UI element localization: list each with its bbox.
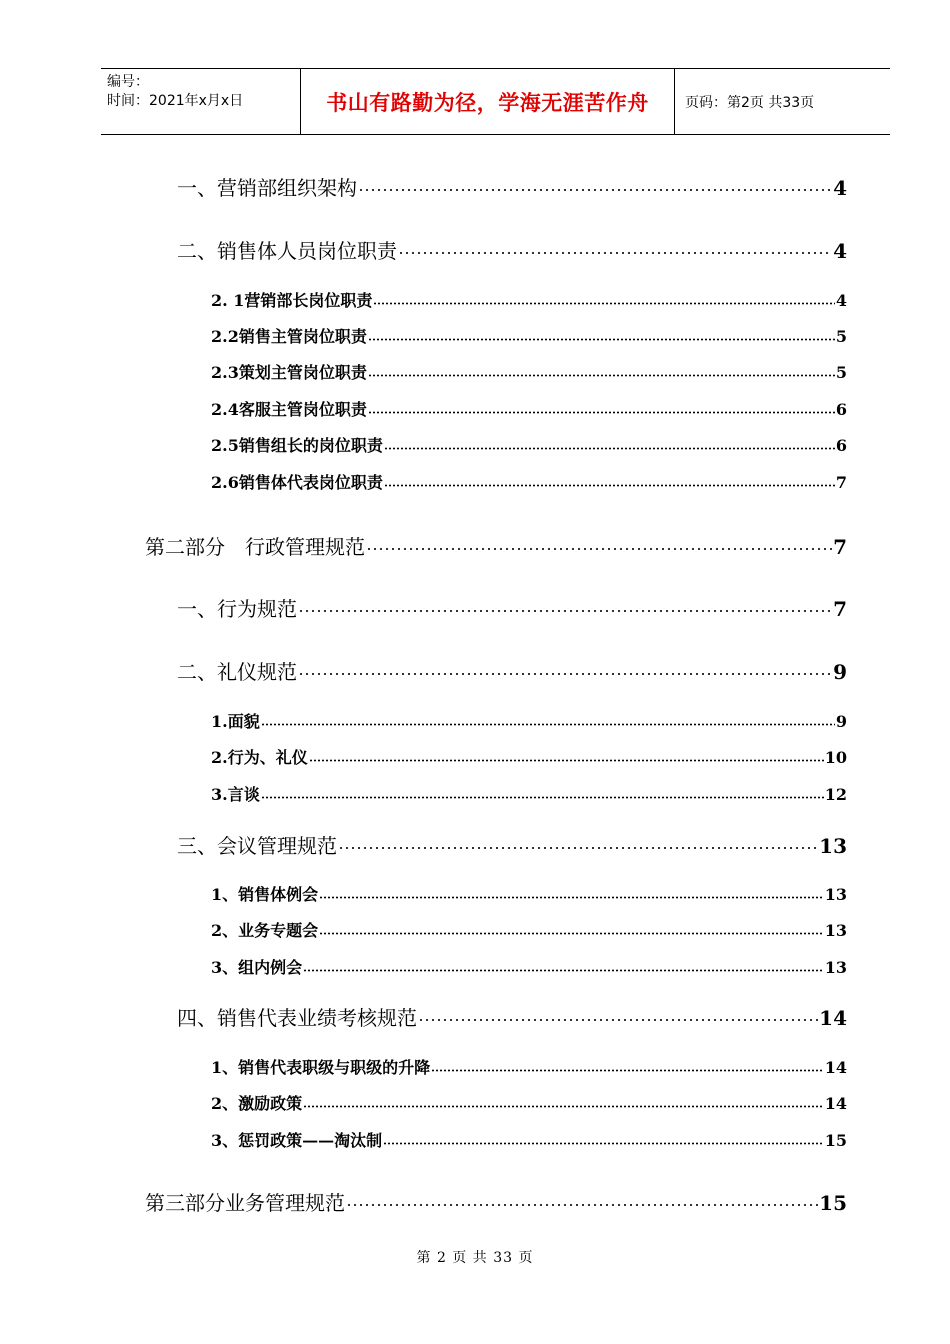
toc-entry[interactable] bbox=[211, 882, 847, 904]
toc-page: 9 bbox=[835, 712, 847, 731]
toc-label: 一、行为规范 bbox=[177, 597, 297, 621]
toc-leader bbox=[398, 250, 832, 256]
toc-label: 2.5销售组长的岗位职责 bbox=[211, 436, 383, 455]
toc-label: 四、销售代表业绩考核规范 bbox=[177, 1006, 417, 1030]
time-label: 时间：2021年x月x日 bbox=[107, 93, 244, 109]
number-label: 编号： bbox=[107, 74, 149, 90]
toc-leader bbox=[319, 895, 824, 900]
toc-label: 2、业务专题会 bbox=[211, 921, 319, 940]
toc-leader bbox=[303, 968, 824, 973]
page-footer: 第 2 页 共 33 页 bbox=[416, 1250, 534, 1266]
toc-label: 1、销售代表职级与职级的升降 bbox=[211, 1058, 431, 1077]
toc-leader bbox=[383, 1141, 824, 1146]
toc-page: 14 bbox=[819, 1006, 847, 1030]
toc-entry[interactable] bbox=[211, 918, 847, 940]
toc-page: 4 bbox=[833, 176, 847, 200]
toc-leader bbox=[319, 931, 824, 936]
toc-leader bbox=[384, 483, 835, 488]
toc-label: 1、销售体例会 bbox=[211, 885, 319, 904]
toc-entry[interactable] bbox=[211, 1128, 847, 1150]
toc-label: 第三部分业务管理规范 bbox=[145, 1191, 345, 1215]
toc-page: 7 bbox=[835, 473, 847, 492]
toc-leader bbox=[368, 337, 835, 342]
toc-page: 6 bbox=[835, 400, 847, 419]
toc-label: 3、组内例会 bbox=[211, 958, 303, 977]
toc-page: 9 bbox=[833, 660, 847, 684]
toc-entry[interactable] bbox=[211, 709, 847, 731]
toc-page: 4 bbox=[833, 239, 847, 263]
toc-leader bbox=[418, 1017, 818, 1023]
toc-leader bbox=[366, 546, 832, 552]
toc-leader bbox=[431, 1068, 824, 1073]
toc-label: 2.3策划主管岗位职责 bbox=[211, 363, 367, 382]
header-meta bbox=[101, 69, 301, 134]
toc-entry[interactable] bbox=[211, 1091, 847, 1113]
toc-entry[interactable] bbox=[177, 593, 847, 619]
toc-leader bbox=[338, 845, 818, 851]
toc-entry[interactable] bbox=[211, 360, 847, 382]
toc-page: 14 bbox=[824, 1094, 847, 1113]
toc-page: 5 bbox=[835, 327, 847, 346]
toc-label: 二、销售体人员岗位职责 bbox=[177, 239, 397, 263]
toc-leader bbox=[298, 671, 832, 677]
toc-page: 7 bbox=[833, 535, 847, 559]
toc-entry[interactable] bbox=[211, 1055, 847, 1077]
toc-leader bbox=[346, 1202, 818, 1208]
toc-page: 15 bbox=[824, 1131, 847, 1150]
toc-page: 13 bbox=[824, 958, 847, 977]
toc-label: 2.4客服主管岗位职责 bbox=[211, 400, 367, 419]
toc-page: 6 bbox=[835, 436, 847, 455]
toc-entry[interactable] bbox=[211, 324, 847, 346]
toc-page: 14 bbox=[824, 1058, 847, 1077]
toc-leader bbox=[261, 722, 835, 727]
toc-entry[interactable] bbox=[177, 172, 847, 198]
toc-leader bbox=[303, 1104, 824, 1109]
toc-page: 15 bbox=[819, 1191, 847, 1215]
toc-label: 2.行为、礼仪 bbox=[211, 748, 308, 767]
toc-page: 12 bbox=[824, 785, 847, 804]
toc-label: 2.2销售主管岗位职责 bbox=[211, 327, 367, 346]
toc-leader bbox=[261, 795, 824, 800]
toc-label: 3.言谈 bbox=[211, 785, 260, 804]
header-motto: 书山有路勤为径，学海无涯苦作舟 bbox=[301, 69, 675, 134]
toc-label: 3、惩罚政策——淘汰制 bbox=[211, 1131, 383, 1150]
toc-entry[interactable] bbox=[177, 235, 847, 261]
toc-page: 13 bbox=[819, 834, 847, 858]
toc-entry[interactable] bbox=[177, 830, 847, 856]
toc-label: 第二部分 行政管理规范 bbox=[145, 535, 365, 559]
toc-label: 二、礼仪规范 bbox=[177, 660, 297, 684]
toc-entry[interactable] bbox=[177, 656, 847, 682]
toc-leader bbox=[368, 373, 835, 378]
toc-leader bbox=[368, 410, 835, 415]
toc-page: 7 bbox=[833, 597, 847, 621]
toc-label: 2.6销售体代表岗位职责 bbox=[211, 473, 383, 492]
toc-page: 13 bbox=[824, 921, 847, 940]
toc-entry[interactable] bbox=[145, 1187, 847, 1213]
toc-label: 2. 1营销部长岗位职责 bbox=[211, 291, 373, 310]
toc-leader bbox=[384, 446, 835, 451]
toc-entry[interactable] bbox=[211, 745, 847, 767]
toc-label: 三、会议管理规范 bbox=[177, 834, 337, 858]
toc-label: 一、营销部组织架构 bbox=[177, 176, 357, 200]
header-page-info: 页码：第2页 共33页 bbox=[685, 94, 815, 111]
toc-entry[interactable] bbox=[211, 397, 847, 419]
toc-label: 1.面貌 bbox=[211, 712, 260, 731]
toc-entry[interactable] bbox=[177, 1002, 847, 1028]
toc-label: 2、激励政策 bbox=[211, 1094, 303, 1113]
toc-entry[interactable] bbox=[211, 288, 847, 310]
toc-page: 10 bbox=[824, 748, 847, 767]
toc-leader bbox=[298, 608, 832, 614]
toc-page: 13 bbox=[824, 885, 847, 904]
toc-leader bbox=[373, 301, 834, 306]
toc-entry[interactable] bbox=[211, 433, 847, 455]
toc-entry[interactable] bbox=[211, 782, 847, 804]
toc-entry[interactable] bbox=[211, 470, 847, 492]
toc-entry[interactable] bbox=[211, 955, 847, 977]
toc-entry[interactable] bbox=[145, 531, 847, 557]
toc-leader bbox=[309, 758, 824, 763]
toc-page: 4 bbox=[835, 291, 847, 310]
toc-leader bbox=[358, 187, 832, 193]
page-header bbox=[101, 68, 890, 135]
toc-page: 5 bbox=[835, 363, 847, 382]
